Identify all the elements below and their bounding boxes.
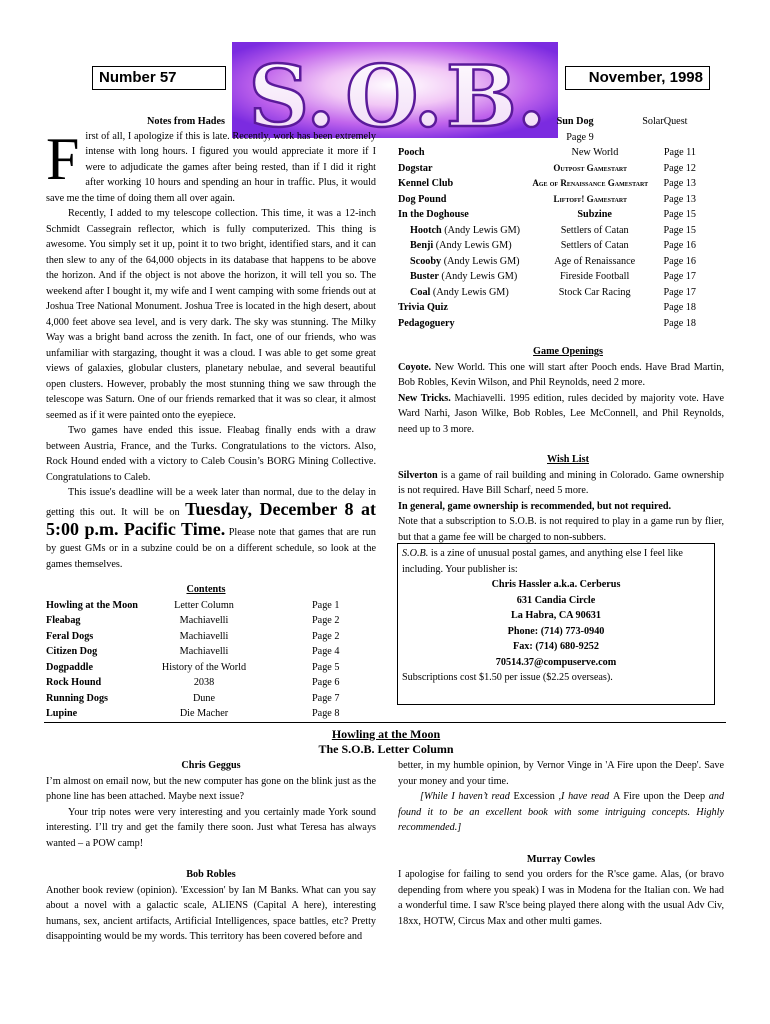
letter-cowles-p1: I apologise for failing to send you orders for the R'sce game. Alas, (or bravo depending from where you speak) I was in Modena for the Italian con. We had a wonderful time. I saw R'sce being played there along with the usual Adv Civ, 18xx, HOTW, Circus Max and other multi games. bbox=[398, 869, 724, 927]
contents-game-type: Letter Column bbox=[174, 599, 234, 611]
publisher-name: Chris Hassler a.k.a. Cerberus bbox=[491, 579, 621, 590]
toc-game: Settlers of Catan bbox=[560, 240, 629, 251]
contents-game-name: Feral Dogs bbox=[46, 630, 94, 642]
contents-row bbox=[46, 660, 376, 676]
toc-row bbox=[398, 238, 696, 254]
toc-page: Page 16 bbox=[663, 240, 696, 251]
letters-right-column bbox=[398, 758, 724, 929]
notes-paragraph-2: Recently, I added to my telescope collection. This time, it was a 12-inch Schmidt Cassegrain reflector, which is fully computerized. This thing is awesome. You simply set it up, point it to two bright, identified stars, and it can then slew to any of the 64,000 objects in its database that happens to be above the horizon. And if the object is not above the horizon, it will tell you so. The weekend after I bought it, my wife and I went camping with some friends out at Joshua Tree National Monument. Joshua Tree is located in the high desert, about 4,000 feet above sea level, and is very dark. The sky was stunning. The Milky Way was a bright band across the zenith. In fact, one of our friends, who was unfamiliar with stargazing, thought it was a cloud. I was able to get some great views of galaxies, globular clusters, planetary nebulae, and several beautiful open clusters. However, probably the most stunning thing we saw through the telescope was Saturn. One of our friends remarked that it was so clear, it almost seemed as if it were painted onto the eyepiece. bbox=[46, 208, 376, 421]
wish-note: Note that a subscription to S.O.B. is not required to play in a game run by flier, but that a game fee will be charged to non-subbers. bbox=[398, 516, 724, 543]
issue-number: Number 57 bbox=[92, 66, 226, 90]
toc-page: Page 9 bbox=[566, 131, 594, 143]
toc-game: Age of Renaissance Gamestart bbox=[532, 178, 649, 188]
contents-game-name: Howling at the Moon bbox=[46, 599, 138, 611]
toc-row bbox=[398, 207, 696, 223]
toc-game: Settlers of Catan bbox=[560, 224, 629, 236]
toc-game: Subzine bbox=[577, 209, 612, 220]
notes-heading: Notes from Hades bbox=[147, 116, 225, 127]
toc-row bbox=[398, 223, 696, 239]
toc-name: Benji (Andy Lewis GM) bbox=[410, 240, 512, 251]
toc-page: Page 17 bbox=[663, 286, 696, 298]
toc-page: Page 12 bbox=[663, 162, 696, 174]
publisher-email: 70514.37@compuserve.com bbox=[495, 656, 617, 668]
notes-paragraph-3: Two games have ended this issue. Fleabag finally ends with a draw between Austria, France, and the Turks. Congratulations to the victors. Also, Rock Hound ended with a victory to Caleb Cousin’s BORG Mining Collective. Congratulations to Caleb. bbox=[46, 425, 376, 483]
opening-coyote: Coyote. New World. This one will start after Pooch ends. Have Brad Martin, Bob Robles, Kevin Wilson, and Phil Reynolds, need 2 more. bbox=[398, 361, 724, 388]
letters-title: Howling at the Moon bbox=[331, 727, 441, 741]
wishlist-title: Wish List bbox=[547, 454, 589, 465]
toc-name: Pooch bbox=[398, 147, 425, 158]
toc-row bbox=[398, 316, 696, 332]
publisher-city: La Habra, CA 90631 bbox=[511, 610, 601, 621]
toc-game: Outpost Gamestart bbox=[553, 162, 628, 173]
issue-date: November, 1998 bbox=[565, 66, 710, 90]
toc-page: Page 11 bbox=[663, 147, 696, 158]
notes-from-hades bbox=[46, 114, 376, 573]
toc-name: Buster (Andy Lewis GM) bbox=[410, 271, 518, 282]
contents-game-name: Dogpaddle bbox=[46, 661, 93, 673]
drop-cap: F bbox=[46, 125, 80, 192]
toc-name: Trivia Quiz bbox=[398, 302, 448, 313]
contents-game-name: Running Dogs bbox=[46, 692, 109, 704]
contents-game-type: Machiavelli bbox=[179, 615, 229, 626]
toc-name: Sun Dog bbox=[556, 116, 594, 127]
publisher-fax: Fax: (714) 680-9252 bbox=[512, 641, 599, 652]
toc-row bbox=[398, 192, 696, 208]
contents-game-type: History of the World bbox=[161, 661, 247, 673]
contents-game-type: Die Macher bbox=[179, 708, 229, 719]
contents-page: Page 7 bbox=[312, 692, 340, 704]
toc-page: Page 18 bbox=[663, 317, 696, 329]
contents-row bbox=[46, 613, 376, 629]
contents-page: Page 1 bbox=[312, 599, 340, 611]
toc-row bbox=[398, 161, 696, 177]
toc-game: Fireside Football bbox=[560, 271, 630, 282]
deadline: Tuesday, December 8 at 5:00 p.m. Pacific Time. bbox=[46, 499, 377, 539]
toc-game bbox=[526, 300, 664, 316]
toc-row bbox=[398, 300, 696, 316]
contents-row bbox=[46, 629, 376, 645]
wish-silverton: Silverton is a game of rail building and mining in Colorado. Game ownership is not required. Have Bill Scharf, need 5 more. bbox=[398, 469, 724, 496]
toc-row bbox=[398, 269, 696, 285]
wish-general: In general, game ownership is recommended, but not required. bbox=[398, 500, 672, 512]
toc-continued bbox=[398, 114, 696, 331]
letter-geggus-p1: I’m almost on email now, but the new computer has gone on the blink just as the phone line has been attached. Maybe next issue? bbox=[46, 775, 376, 802]
contents-page: Page 8 bbox=[312, 708, 340, 719]
toc-page: Page 18 bbox=[663, 302, 696, 313]
contents-row bbox=[46, 691, 376, 707]
game-openings bbox=[398, 344, 724, 437]
contents-game-name: Citizen Dog bbox=[46, 646, 98, 657]
letters-left-column bbox=[46, 758, 376, 945]
opening-new-tricks: New Tricks. Machiavelli. 1995 edition, rules decided by majority vote. Have Ward Narhi, Jason Wilke, Bob Robles, Lee McConnell, and Phil Reynolds, need up to 3 more. bbox=[398, 392, 725, 435]
toc-game: Age of Renaissance bbox=[554, 255, 636, 267]
toc-page: Page 15 bbox=[663, 224, 696, 236]
toc-name: In the Doghouse bbox=[398, 209, 469, 220]
contents-title: Contents bbox=[186, 584, 226, 595]
contents-row bbox=[46, 706, 376, 722]
toc-page: Page 13 bbox=[663, 178, 696, 189]
toc-game: New World bbox=[571, 147, 619, 158]
letters-subtitle: The S.O.B. Letter Column bbox=[318, 742, 454, 756]
toc-page: Page 13 bbox=[663, 193, 696, 205]
logo-letter-o: O. bbox=[345, 47, 443, 138]
letter-robles-p2: better, in my humble opinion, by Vernor Vinge in 'A Fire upon the Deep'. Save your money and your time. bbox=[398, 760, 724, 787]
publisher-box bbox=[397, 543, 715, 705]
toc-name: Dog Pound bbox=[398, 193, 447, 205]
notes-paragraph-1: First of all, I apologize if this is late. Recently, work has been extremely intense with long hours. I figured you would appreciate it more if I were to adjudicate the games after being rested, than if I did it right after working 10 hours and spending an hour in traffic. Plus, it would save me the time of doing them all over again. bbox=[46, 125, 376, 204]
contents-page: Page 5 bbox=[312, 661, 340, 673]
toc-row bbox=[398, 254, 696, 270]
logo-letter-s: S. bbox=[248, 47, 336, 138]
toc-name: Scooby (Andy Lewis GM) bbox=[410, 255, 520, 267]
contents-list bbox=[46, 598, 376, 722]
section-divider bbox=[44, 722, 726, 723]
toc-game bbox=[526, 316, 664, 332]
contents-game-name: Fleabag bbox=[46, 615, 81, 626]
contents-row bbox=[46, 644, 376, 660]
toc-list bbox=[398, 145, 696, 331]
toc-name: Pedagoguery bbox=[398, 317, 455, 329]
toc-game: Stock Car Racing bbox=[558, 286, 631, 298]
contents bbox=[46, 582, 376, 722]
toc-game: SolarQuest bbox=[642, 116, 688, 127]
toc-name: Hootch (Andy Lewis GM) bbox=[410, 224, 521, 236]
contents-page: Page 2 bbox=[312, 630, 340, 642]
toc-row bbox=[398, 145, 696, 161]
contents-game-name: Lupine bbox=[46, 708, 78, 719]
contents-row bbox=[46, 598, 376, 614]
logo-letter-b: B. bbox=[445, 47, 547, 138]
publisher-intro: S.O.B. is a zine of unusual postal games, and anything else I feel like including. Your publisher is: bbox=[402, 548, 683, 575]
publisher-subs: Subscriptions cost $1.50 per issue ($2.25 overseas). bbox=[402, 672, 613, 683]
contents-row bbox=[46, 675, 376, 691]
contents-game-name: Rock Hound bbox=[46, 677, 102, 688]
publisher-phone: Phone: (714) 773-0940 bbox=[507, 625, 605, 637]
letter-author-cowles: Murray Cowles bbox=[526, 853, 596, 865]
toc-page: Page 16 bbox=[663, 255, 696, 267]
toc-name: Kennel Club bbox=[398, 178, 454, 189]
toc-page: Page 15 bbox=[663, 209, 696, 220]
contents-game-type: Dune bbox=[192, 692, 216, 704]
notes-paragraph-4: This issue's deadline will be a week later than normal, due to the delay in getting this out. It will be on Tuesday, December 8 at 5:00 p.m. Pacific Time. Please note that games that are run by guest GMs or in a subzine could be on a different schedule, so look at the games themselves. bbox=[46, 487, 377, 570]
toc-game: Liftoff! Gamestart bbox=[553, 193, 627, 204]
toc-name: Coal (Andy Lewis GM) bbox=[410, 286, 509, 298]
contents-game-type: 2038 bbox=[193, 677, 215, 688]
editor-reply: [While I haven’t read Excession ,I have read A Fire upon the Deep and found it to be an excellent book with some intriguing concepts. Highly recommended.] bbox=[398, 791, 725, 833]
contents-page: Page 4 bbox=[312, 646, 340, 657]
toc-name: Dogstar bbox=[398, 162, 433, 174]
letters-header bbox=[46, 727, 726, 757]
toc-row bbox=[398, 176, 696, 192]
letter-robles-p1: Another book review (opinion). 'Excession' by Ian M Banks. What can you say about a novel with a galactic scale, ALIENS (Capital A here), interesting humans, sex, ancient artifacts, Artificial Intelligences, space battles, etc? Pretty disappointing would be my words. This territory has been covered before and bbox=[46, 884, 376, 942]
wish-list bbox=[398, 452, 724, 545]
publisher-street: 631 Candia Circle bbox=[516, 594, 596, 606]
contents-game-type: Machiavelli bbox=[179, 630, 229, 642]
openings-title: Game Openings bbox=[533, 346, 603, 357]
toc-page: Page 17 bbox=[663, 271, 696, 282]
letter-author-robles: Bob Robles bbox=[186, 869, 236, 880]
contents-page: Page 2 bbox=[312, 615, 340, 626]
letter-geggus-p2: Your trip notes were very interesting and you certainly made York sound interesting. I’ll try and get the family there soon. Just what Teresa has always wanted – a POW camp! bbox=[46, 806, 376, 849]
contents-page: Page 6 bbox=[312, 677, 340, 688]
letter-author-geggus: Chris Geggus bbox=[181, 760, 241, 771]
contents-game-type: Machiavelli bbox=[179, 646, 229, 657]
toc-row bbox=[398, 285, 696, 301]
